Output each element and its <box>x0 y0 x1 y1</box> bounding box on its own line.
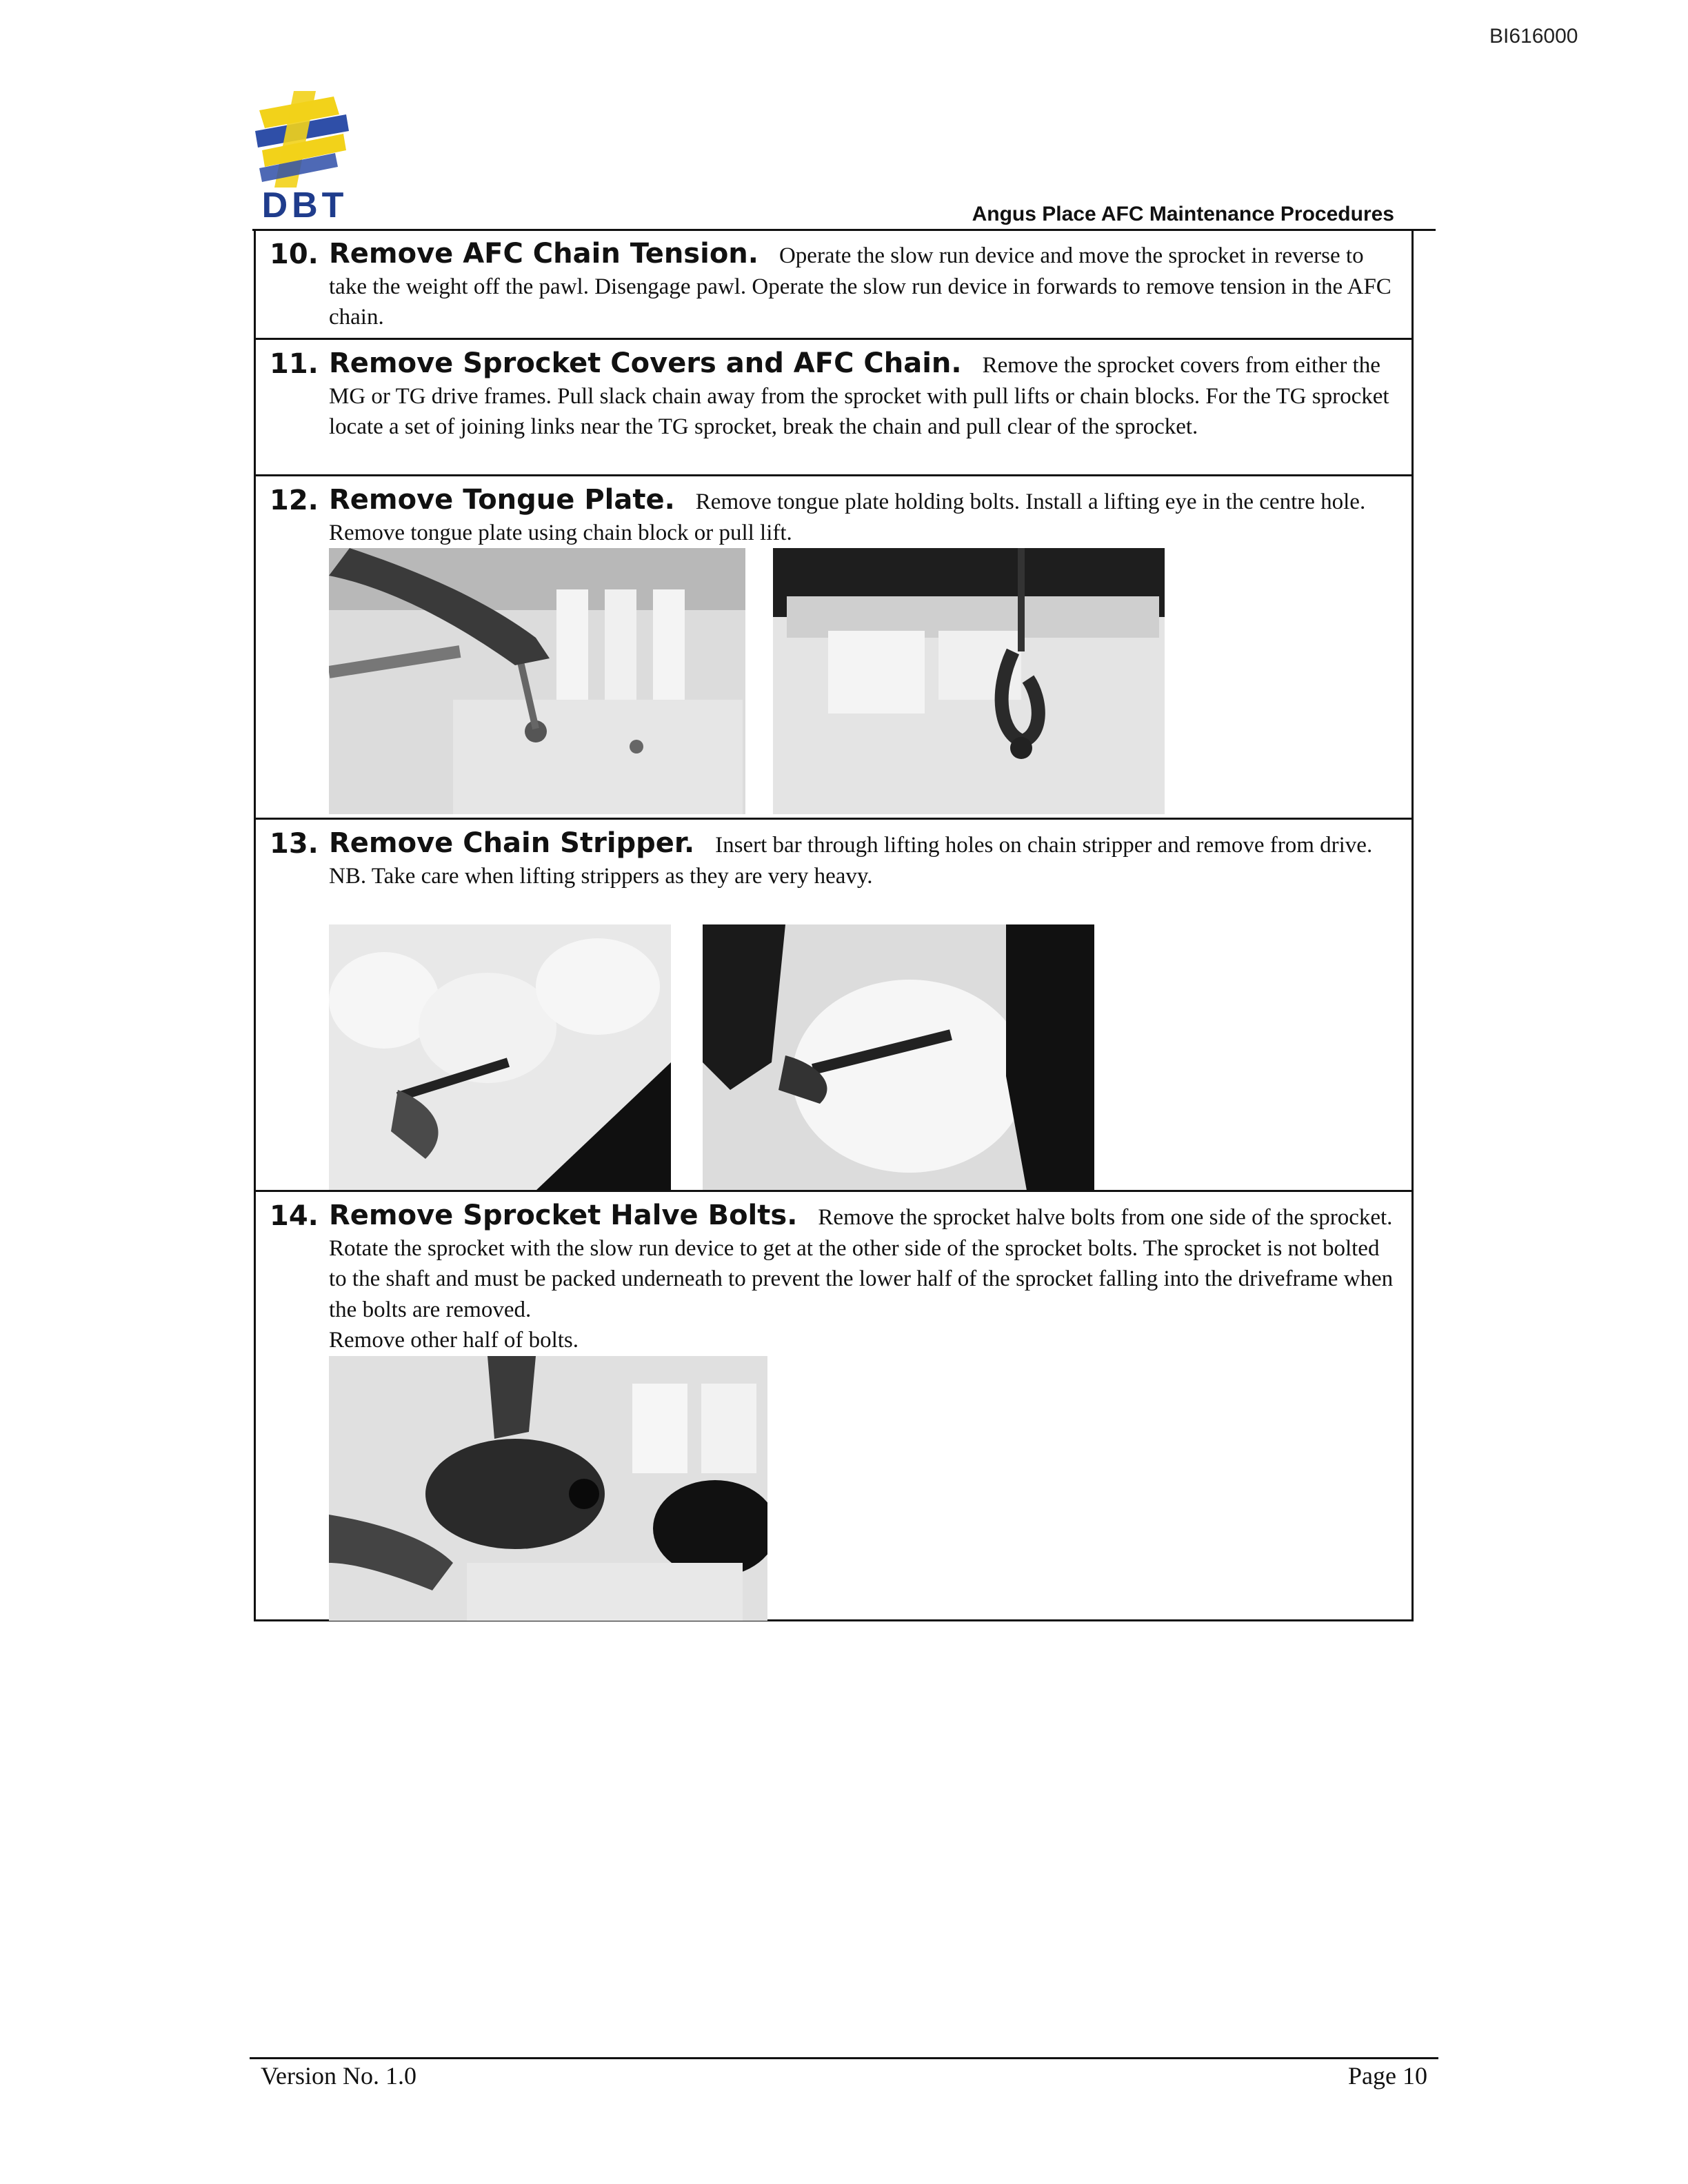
step-body <box>329 828 1402 891</box>
step-11 <box>256 338 1411 474</box>
step-number: 11. <box>270 348 319 380</box>
step-title: Remove Tongue Plate. <box>329 484 675 516</box>
step-title: Remove Sprocket Covers and AFC Chain. <box>329 347 962 379</box>
sprocket-bolts-photo <box>329 1356 767 1621</box>
step-12 <box>256 474 1411 818</box>
chain-stripper-photo-2 <box>703 924 1094 1191</box>
step-title: Remove AFC Chain Tension. <box>329 238 758 270</box>
step-text: Operate the slow run device and move the sprocket in reverse to take the weight off the pawl. Disengage pawl. Operate the slow run device in forwards to remove tension in the AFC chain. <box>329 243 1391 330</box>
step-number: 14. <box>270 1200 319 1232</box>
step-note: NB. Take care when lifting strippers as they are very heavy. <box>329 863 873 889</box>
procedure-table <box>254 230 1414 1621</box>
step-body <box>329 485 1402 548</box>
page-number: Page 10 <box>1348 2062 1427 2090</box>
step-text: Remove the sprocket halve bolts from one side of the sprocket. Rotate the sprocket with the slow run device to get at the other side of the sprocket bolts. The sprocket is not bolted to the shaft and must be packed underneath to prevent the lower half of the sprocket falling into the driveframe when the bolts are removed. <box>329 1205 1394 1322</box>
step-number: 13. <box>270 828 319 860</box>
document-id: BI616000 <box>1489 25 1578 48</box>
step-title: Remove Chain Stripper. <box>329 827 695 859</box>
step-text: Insert bar through lifting holes on chain stripper and remove from drive. <box>715 833 1373 858</box>
step-title: Remove Sprocket Halve Bolts. <box>329 1200 798 1231</box>
step-body <box>329 348 1402 443</box>
tongue-plate-bolt-photo <box>329 548 745 814</box>
footer-rule <box>250 2057 1438 2059</box>
version-number: Version No. 1.0 <box>261 2062 416 2090</box>
step-13 <box>256 818 1411 1190</box>
step-text: Remove tongue plate holding bolts. Install a lifting eye in the centre hole. Remove tongue plate using chain block or pull lift. <box>329 489 1366 545</box>
chain-stripper-photo-1 <box>329 924 671 1191</box>
step-10 <box>256 230 1411 338</box>
step-number: 12. <box>270 485 319 516</box>
logo-text: DBT <box>261 185 348 225</box>
step-body <box>329 239 1402 333</box>
step-number: 10. <box>270 239 319 270</box>
dbt-logo <box>252 91 357 229</box>
document-title: Angus Place AFC Maintenance Procedures <box>972 203 1394 225</box>
step-text: Remove the sprocket covers from either the MG or TG drive frames. Pull slack chain away from the sprocket with pull lifts or chain blocks. For the TG sprocket locate a set of joining links near the TG sprocket, break the chain and pull clear of the sprocket. <box>329 353 1389 439</box>
step-body <box>329 1200 1402 1356</box>
tongue-plate-lift-photo <box>773 548 1165 814</box>
step-note: Remove other half of bolts. <box>329 1328 579 1353</box>
step-14 <box>256 1190 1411 1621</box>
